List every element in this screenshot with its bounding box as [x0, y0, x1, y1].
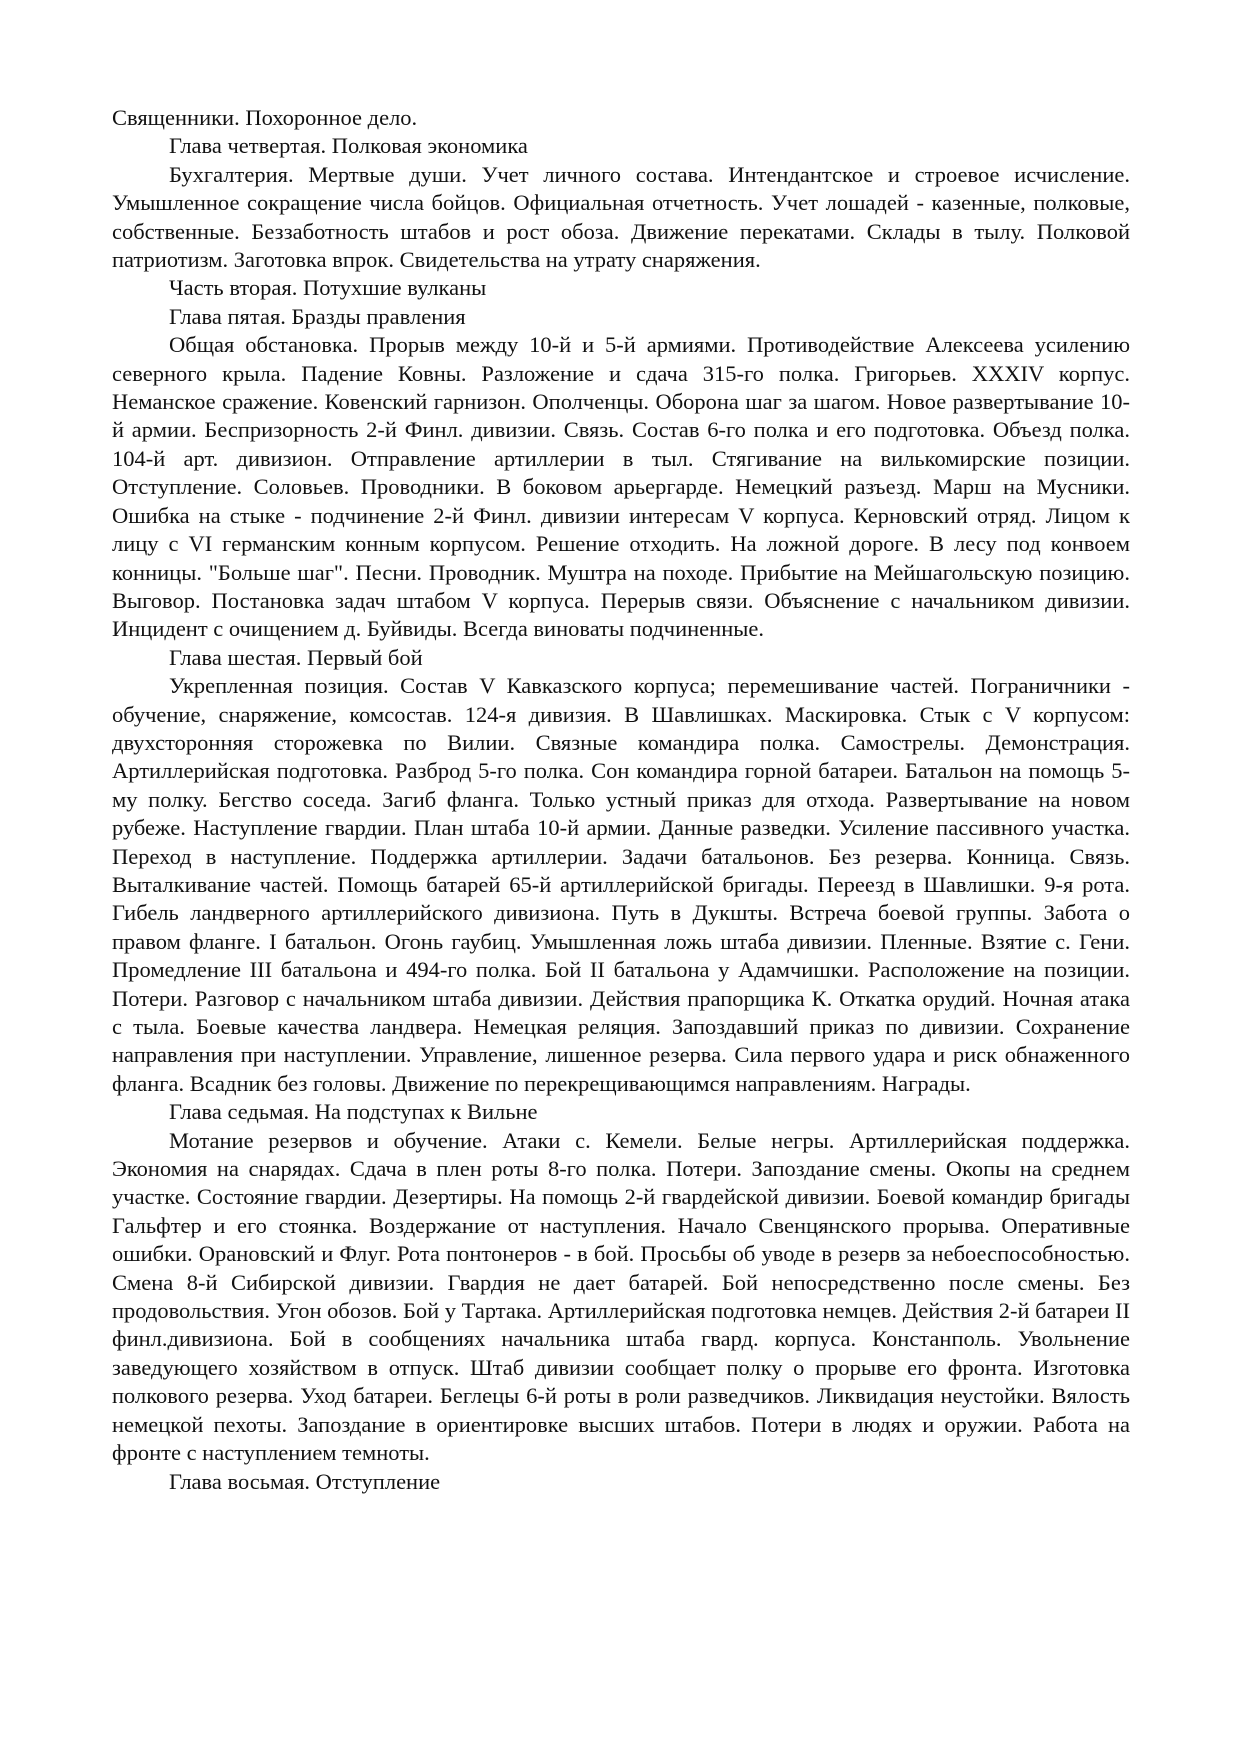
- chapter-five-heading: Глава пятая. Бразды правления: [169, 303, 466, 329]
- chapter-eight-heading: Глава восьмая. Отступление: [169, 1468, 441, 1494]
- chapter-four-heading: Глава четвертая. Полковая экономика: [169, 133, 528, 159]
- chapter-four-summary: Бухгалтерия. Мертвые души. Учет личного состава. Интендантское и строевое исчисление. Умышленное сокращение числа бойцов. Официальная отчетность. Учет лошадей - казенные, полковые, собственные. Беззаботность штабов и рост обоза. Движение перекатами. Склады в тылу. Полковой патриотизм. Заготовка впрок. Свидетельства на утрату снаряжения.: [112, 161, 1130, 273]
- chapter-seven-heading: Глава седьмая. На подступах к Вильне: [169, 1099, 538, 1125]
- paragraph-priests: Священники. Похоронное дело.: [112, 105, 418, 130]
- part-two-heading: Часть вторая. Потухшие вулканы: [169, 275, 487, 301]
- chapter-six-heading: Глава шестая. Первый бой: [169, 644, 423, 670]
- chapter-seven-summary: Мотание резервов и обучение. Атаки с. Кемели. Белые негры. Артиллерийская поддержка. Экономия на снарядах. Сдача в плен роты 8-го полка. Потери. Запоздание смены. Окопы на среднем участке. Состояние гвардии. Дезертиры. На помощь 2-й гвардейской дивизии. Боевой командир бригады Гальфтер и его стоянка. Воздержание от наступления. Начало Свенцянского прорыва. Оперативные ошибки. Орановский и Флуг. Рота понтонеров - в бой. Просьбы об уводе в резерв за небоеспособностью. Смена 8-й Сибирской дивизии. Гвардия не дает батарей. Бой непосредственно после смены. Без продовольствия. Угон обозов. Бой у Тартака. Артиллерийская подготовка немцев. Действия 2-й батареи II финл.дивизиона. Бой в сообщениях начальника штаба гвард. корпуса. Констанполь. Увольнение заведующего хозяйством в отпуск. Штаб дивизии сообщает полку о прорыве его фронта. Изготовка полкового резерва. Уход батареи. Беглецы 6-й роты в роли разведчиков. Ликвидация неустойки. Вялость немецкой пехоты. Запоздание в ориентировке высших штабов. Потери в людях и оружии. Работа на фронте с наступлением темноты.: [112, 1127, 1130, 1466]
- document-page: [112, 104, 1130, 1496]
- chapter-six-summary: Укрепленная позиция. Состав V Кавказского корпуса; перемешивание частей. Пограничники - обучение, снаряжение, комсостав. 124-я дивизия. В Шавлишках. Маскировка. Стык с V корпусом: двухсторонняя сторожевка по Вилии. Связные командира полка. Самострелы. Демонстрация. Артиллерийская подготовка. Разброд 5-го полка. Сон командира горной батареи. Батальон на помощь 5-му полку. Бегство соседа. Загиб фланга. Только устный приказ для отхода. Развертывание на новом рубеже. Наступление гвардии. План штаба 10-й армии. Данные разведки. Усиление пассивного участка. Переход в наступление. Поддержка артиллерии. Задачи батальонов. Без резерва. Конница. Связь. Выталкивание частей. Помощь батарей 65-й артиллерийской бригады. Переезд в Шавлишки. 9-я рота. Гибель ландверного артиллерийского дивизиона. Путь в Дукшты. Встреча боевой группы. Забота о правом фланге. I батальон. Огонь гаубиц. Умышленная ложь штаба дивизии. Пленные. Взятие с. Гени. Промедление III батальона и 494-го полка. Бой II батальона у Адамчишки. Расположение на позиции. Потери. Разговор с начальником штаба дивизии. Действия прапорщика К. Откатка орудий. Ночная атака с тыла. Боевые качества ландвера. Немецкая реляция. Запоздавший приказ по дивизии. Сохранение направления при наступлении. Управление, лишенное резерва. Сила первого удара и риск обнаженного фланга. Всадник без головы. Движение по перекрещивающимся направлениям. Награды.: [112, 673, 1130, 1096]
- chapter-five-summary: Общая обстановка. Прорыв между 10-й и 5-й армиями. Противодействие Алексеева усилению северного крыла. Падение Ковны. Разложение и сдача 315-го полка. Григорьев. XXXIV корпус. Неманское сражение. Ковенский гарнизон. Ополченцы. Оборона шаг за шагом. Новое развертывание 10-й армии. Беспризорность 2-й Финл. дивизии. Связь. Состав 6-го полка и его подготовка. Объезд полка. 104-й арт. дивизион. Отправление артиллерии в тыл. Стягивание на вилькомирские позиции. Отступление. Соловьев. Проводники. В боковом арьергарде. Немецкий разъезд. Марш на Мусники. Ошибка на стыке - подчинение 2-й Финл. дивизии интересам V корпуса. Керновский отряд. Лицом к лицу с VI германским конным корпусом. Решение отходить. На ложной дороге. В лесу под конвоем конницы. "Больше шаг". Песни. Проводник. Муштра на походе. Прибытие на Мейшагольскую позицию. Выговор. Постановка задач штабом V корпуса. Перерыв связи. Объяснение с начальником дивизии. Инцидент с очищением д. Буйвиды. Всегда виноваты подчиненные.: [112, 332, 1130, 642]
